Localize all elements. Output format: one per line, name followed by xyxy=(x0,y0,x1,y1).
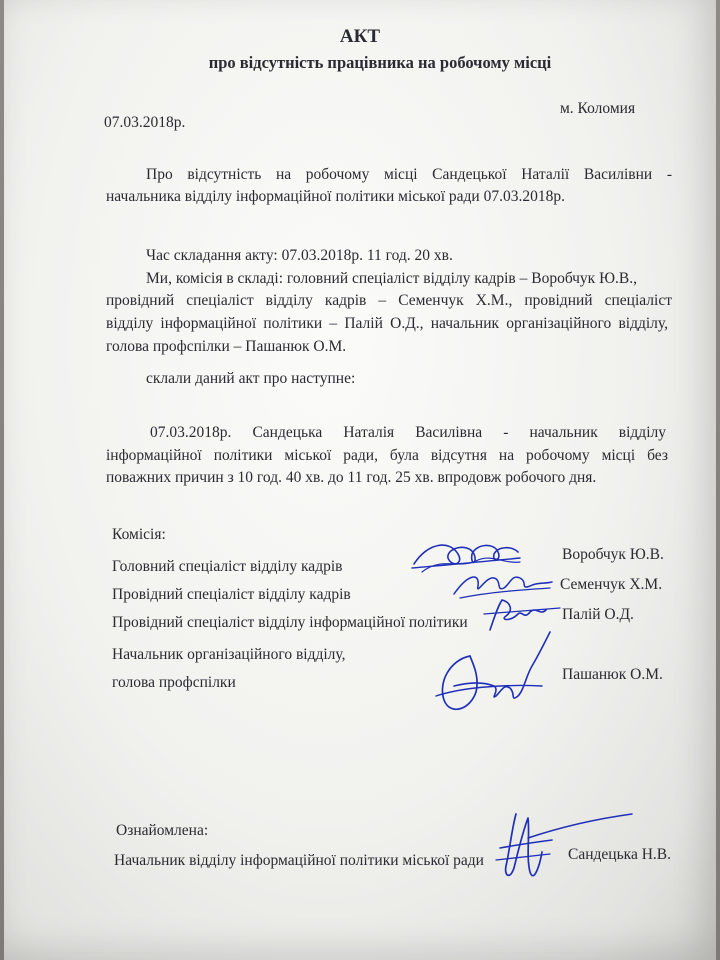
commission-label: Комісія: xyxy=(112,526,166,543)
document-subtitle: про відсутність працівника на робочому місці xyxy=(208,53,552,72)
body-line-2: інформаційної політики міської ради, була відсутня на робочому місці без xyxy=(106,447,668,464)
member-position-2: Провідний спеціаліст відділу кадрів xyxy=(112,586,351,603)
member-position-1: Головний спеціаліст відділу кадрів xyxy=(112,558,343,575)
member-name-1: Воробчук Ю.В. xyxy=(562,546,664,563)
acquainted-label: Ознайомлена: xyxy=(116,822,209,839)
acquainted-position: Начальник відділу інформаційної політики міської ради xyxy=(114,852,484,869)
time-line: Час складання акту: 07.03.2018р. 11 год. 20 хв. xyxy=(146,247,453,264)
subject-line-2: начальника відділу інформаційної політики міської ради 07.03.2018р. xyxy=(106,188,565,205)
member-name-2: Семенчук Х.М. xyxy=(560,576,663,593)
commission-line-3: відділу інформаційної політики – Палій О.Д., начальник організаційного відділу, xyxy=(106,315,668,332)
body-line-3: поважних причин з 10 год. 40 хв. до 11 год. 25 хв. впродовж робочого дня. xyxy=(106,469,597,486)
commission-line-4: голова профспілки – Пашанюк О.М. xyxy=(106,338,347,355)
body-line-1: 07.03.2018р. Сандецька Наталія Василівна - начальник відділу xyxy=(150,424,666,441)
member-position-4-line-2: голова профспілки xyxy=(112,674,236,691)
commission-line-1: Ми, комісія в складі: головний спеціаліст відділу кадрів – Воробчук Ю.В., xyxy=(146,270,637,287)
member-position-3: Провідний спеціаліст відділу інформаційної політики xyxy=(112,614,468,631)
member-name-3: Палій О.Д. xyxy=(562,606,634,623)
acquainted-name: Сандецька Н.В. xyxy=(568,846,671,863)
signature-pashaniuk xyxy=(430,626,556,722)
signature-sandetska xyxy=(492,808,642,888)
document-date: 07.03.2018р. xyxy=(104,114,186,131)
member-position-4: Начальник організаційного відділу, xyxy=(112,646,346,663)
document-title: АКТ xyxy=(339,26,381,47)
member-name-4: Пашанюк О.М. xyxy=(562,666,663,683)
document-city: м. Коломия xyxy=(560,100,636,117)
subject-line-1: Про відсутність на робочому місці Сандецької Наталії Василівни - xyxy=(146,166,672,183)
commission-line-2: провідний спеціаліст відділу кадрів – Семенчук Х.М., провідний спеціаліст xyxy=(106,292,672,309)
drafted-line: склали даний акт про наступне: xyxy=(146,370,356,387)
